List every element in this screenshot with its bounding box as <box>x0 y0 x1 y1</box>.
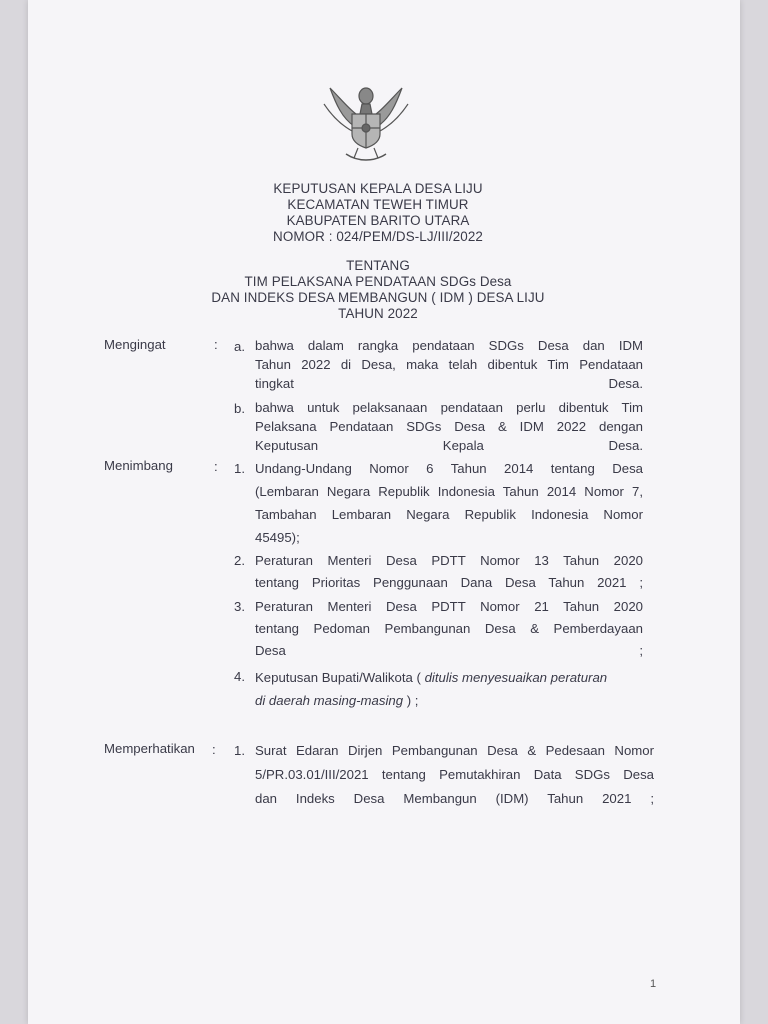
text-line: Peraturan Menteri Desa PDTT Nomor 13 Tahun 2020 <box>255 553 643 568</box>
mengingat-label: Mengingat <box>104 337 166 352</box>
text-line: (Lembaran Negara Republik Indonesia Tahun 2014 Nomor 7, <box>255 484 643 499</box>
menimbang-4-marker: 4. <box>234 669 245 684</box>
text-line: dan Indeks Desa Membangun (IDM) Tahun 2021 ; <box>255 791 654 806</box>
memperhatikan-colon: : <box>212 742 216 757</box>
text-line: Peraturan Menteri Desa PDTT Nomor 21 Tahun 2020 <box>255 599 643 614</box>
italic-note: di daerah masing-masing <box>255 693 404 708</box>
subject-line-3: DAN INDEKS DESA MEMBANGUN ( IDM ) DESA LIJU <box>211 290 545 305</box>
menimbang-1-text <box>255 457 643 549</box>
mengingat-colon: : <box>214 337 218 352</box>
text-line: Pelaksana Pendataan SDGs Desa & IDM 2022 dengan <box>255 419 643 434</box>
menimbang-3-marker: 3. <box>234 599 245 614</box>
text-line: Undang-Undang Nomor 6 Tahun 2014 tentang Desa <box>255 461 643 476</box>
menimbang-colon: : <box>214 459 218 474</box>
subject-line-1: TENTANG <box>346 258 410 273</box>
header-line-1: KEPUTUSAN KEPALA DESA LIJU <box>273 181 483 196</box>
menimbang-2-text <box>255 550 643 594</box>
text-line: Tahun 2022 di Desa, maka telah dibentuk Tim Pendataan <box>255 357 643 372</box>
text-line: Tambahan Lembaran Negara Republik Indonesia Nomor <box>255 507 643 522</box>
header-line-3: KABUPATEN BARITO UTARA <box>286 213 470 228</box>
subject-line-4: TAHUN 2022 <box>338 306 418 321</box>
text-line: tentang Prioritas Penggunaan Dana Desa Tahun 2021 ; <box>255 575 643 590</box>
mengingat-a-text <box>255 336 643 393</box>
header-line-2: KECAMATAN TEWEH TIMUR <box>287 197 469 212</box>
menimbang-4-text <box>255 666 643 712</box>
garuda-emblem <box>318 74 414 166</box>
text-span: ) ; <box>403 693 419 708</box>
text-line: Keputusan Kepala Desa. <box>255 438 643 453</box>
text-line: bahwa untuk pelaksanaan pendataan perlu dibentuk Tim <box>255 400 643 415</box>
text-line: bahwa dalam rangka pendataan SDGs Desa dan IDM <box>255 338 643 353</box>
mengingat-b-marker: b. <box>234 401 245 416</box>
decree-header <box>0 181 756 245</box>
text-span: Keputusan Bupati/Walikota ( <box>255 670 425 685</box>
menimbang-3-text <box>255 596 643 662</box>
text-line <box>255 666 643 689</box>
menimbang-1-marker: 1. <box>234 461 245 476</box>
menimbang-2-marker: 2. <box>234 553 245 568</box>
text-line: tingkat Desa. <box>255 376 643 391</box>
memperhatikan-1-marker: 1. <box>234 743 245 758</box>
page-number: 1 <box>650 978 657 990</box>
text-line: 45495); <box>255 530 300 545</box>
text-line: tentang Pedoman Pembangunan Desa & Pemberdayaan <box>255 621 643 636</box>
text-line: Desa ; <box>255 643 643 658</box>
memperhatikan-label: Memperhatikan <box>104 741 195 756</box>
text-line <box>255 689 643 712</box>
text-line: 5/PR.03.01/III/2021 tentang Pemutakhiran Data SDGs Desa <box>255 767 654 782</box>
memperhatikan-1-text <box>255 739 654 811</box>
subject-line-2: TIM PELAKSANA PENDATAAN SDGs Desa <box>244 274 512 289</box>
decree-subject <box>0 258 756 322</box>
italic-note: ditulis menyesuaikan peraturan <box>424 670 608 685</box>
mengingat-a-marker: a. <box>234 339 245 354</box>
decree-number: NOMOR : 024/PEM/DS-LJ/III/2022 <box>273 229 483 244</box>
text-line: Surat Edaran Dirjen Pembangunan Desa & Pedesaan Nomor <box>255 743 654 758</box>
menimbang-label: Menimbang <box>104 458 173 473</box>
mengingat-b-text <box>255 398 643 455</box>
